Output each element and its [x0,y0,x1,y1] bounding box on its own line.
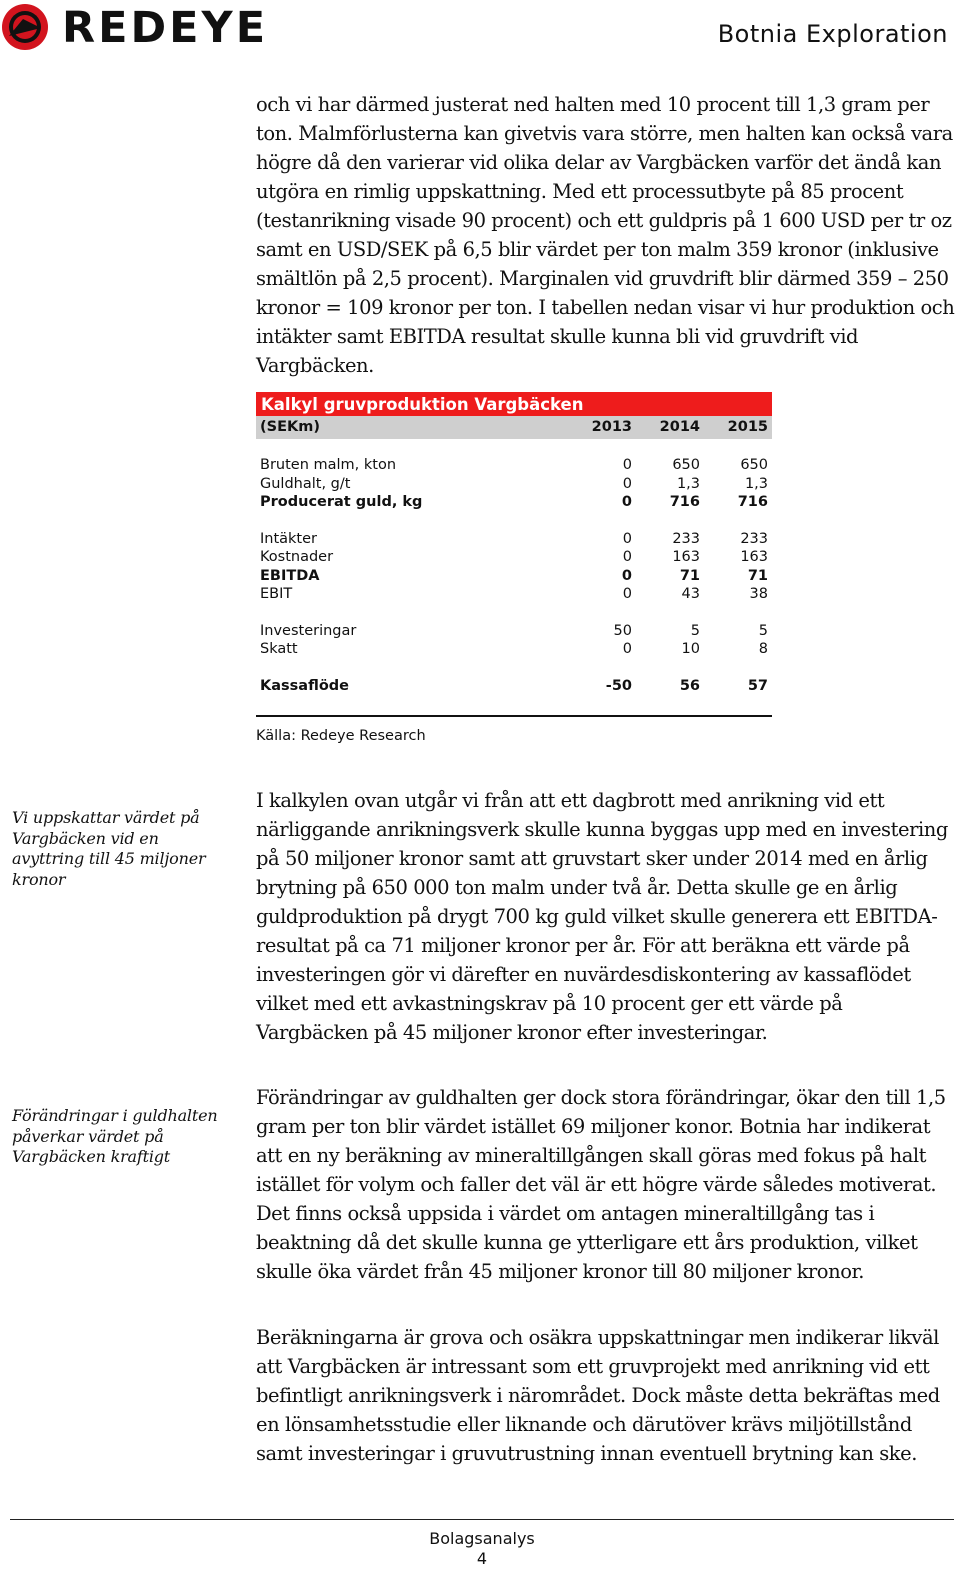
body-paragraph-1: och vi har därmed justerat ned halten med 10 procent till 1,3 gram per ton. Malmförlusterna kan givetvis vara större, men halten kan också vara högre då den varierar vid olika delar av Vargbäcken varför det ändå kan utgöra en rimlig uppskattning. Med ett processutbyte på 85 procent (testanrikning visade 90 procent) och ett guldpris på 1 600 USD per tr oz samt en USD/SEK på 6,5 blir värdet per ton malm 359 kronor (inklusive smältlön på 2,5 procent). Marginalen vid gruvdrift blir därmed 359 – 250 kronor = 109 kronor per ton. I tabellen nedan visar vi hur produktion och intäkter samt EBITDA resultat skulle kunna bli vid gruvdrift vid Vargbäcken. [256,93,955,377]
row-label: Kostnader [260,549,334,565]
table-spacer [256,512,772,530]
row-label: Guldhalt, g/t [260,475,351,492]
redeye-eye-icon [0,2,50,52]
row-value: 5 [758,622,768,639]
row-value: 163 [740,549,768,565]
table-row [256,493,772,512]
page-header [0,0,960,60]
row-value: 163 [672,549,700,565]
table-header-row [256,416,772,439]
table-row [256,530,772,549]
table-body [256,439,772,695]
table-row [256,475,772,494]
brand-name: REDEYE [62,3,269,53]
table-row [256,622,772,641]
table-row [256,585,772,604]
row-value: 57 [747,677,768,694]
row-value: 0 [622,641,632,657]
row-value: 1,3 [676,475,700,492]
row-value: 71 [747,567,768,584]
row-value: 43 [681,586,700,602]
row-value: 50 [613,622,632,639]
row-value: 0 [622,530,632,547]
table-spacer [256,604,772,622]
row-value: 233 [672,530,700,547]
table-header-year: 2014 [659,419,700,435]
row-value: 5 [690,622,700,639]
row-value: -50 [605,677,632,694]
row-value: 71 [679,567,700,584]
table-row [256,640,772,659]
page-number: 4 [476,1549,488,1568]
row-value: 650 [672,457,700,473]
row-value: 0 [621,494,632,510]
row-value: 0 [622,549,632,565]
row-value: 0 [622,475,632,492]
table-header-year: 2015 [727,419,768,435]
table-row [256,567,772,586]
redeye-logo [0,2,300,54]
row-value: 1,3 [744,475,768,492]
table-title: Kalkyl gruvproduktion Vargbäcken [256,392,772,416]
row-value: 38 [749,586,768,602]
body-paragraph-2: I kalkylen ovan utgår vi från att ett dagbrott med anrikning vid ett närliggande anrikningsverk skulle kunna byggas upp med en investering på 50 miljoner kronor samt att gruvstart sker under 2014 med en årlig brytning på 650 000 ton malm under två år. Detta skulle ge en årlig guldproduktion på drygt 700 kg guld vilket skulle generera ett EBITDA-resultat på ca 71 miljoner kronor per år. För att beräkna ett värde på investeringen gör vi därefter en nuvärdesdiskontering av kassaflödet vilket med ett avkastningskrav på 10 procent ger ett värde på Vargbäcken på 45 miljoner kronor efter investeringar. [256,789,948,1044]
row-label: Bruten malm, kton [260,457,397,473]
row-value: 10 [681,641,700,657]
row-label: Producerat guld, kg [260,494,423,510]
table-header-year: 2013 [591,419,632,435]
table-header-unit: (SEKm) [260,419,320,435]
table-spacer [256,439,772,456]
row-label: EBITDA [260,567,320,584]
row-value: 0 [621,567,632,584]
margin-note-2: Förändringar i guldhalten påverkar värdet på Vargbäcken kraftigt [12,1106,218,1166]
company-name: Botnia Exploration [717,20,948,48]
calculation-table [256,392,772,695]
row-value: 650 [740,457,768,473]
table-row [256,677,772,696]
table-source: Källa: Redeye Research [256,728,426,744]
table-bottom-rule [256,715,772,717]
row-label: Kassaflöde [260,677,349,694]
table-row [256,456,772,475]
footer-rule [10,1519,954,1520]
row-value: 8 [758,641,768,657]
row-value: 716 [669,494,700,510]
margin-note-1: Vi uppskattar värdet på Vargbäcken vid en avyttring till 45 miljoner kronor [12,808,206,889]
row-label: EBIT [260,586,293,602]
row-value: 56 [679,677,700,694]
row-label: Investeringar [260,622,357,639]
footer-label: Bolagsanalys [429,1529,535,1548]
row-value: 233 [740,530,768,547]
body-paragraph-3: Förändringar av guldhalten ger dock stora förändringar, ökar den till 1,5 gram per ton blir värdet istället 69 miljoner konor. Botnia har indikerat att en ny beräkning av mineraltillgången skall göras med fokus på halt istället för volym och faller det väl är ett högre värde således motiverat. Det finns också uppsida i värdet om antagen mineraltillgång tas i beaktning då det skulle kunna ge ytterligare ett års produktion, vilket skulle öka värdet från 45 miljoner kronor till 80 miljoner kronor. [256,1086,946,1283]
table-spacer [256,659,772,677]
row-value: 0 [622,586,632,602]
row-value: 716 [737,494,768,510]
row-label: Intäkter [260,530,318,547]
table-row [256,548,772,567]
row-value: 0 [622,457,632,473]
row-label: Skatt [260,641,298,657]
body-paragraph-4: Beräkningarna är grova och osäkra uppskattningar men indikerar likväl att Vargbäcken är intressant som ett gruvprojekt med anrikning vid ett befintligt anrikningsverk i närområdet. Dock måste detta bekräftas med en lönsamhetsstudie eller liknande och därutöver krävs miljötillstånd samt investeringar i gruvutrustning innan eventuell brytning kan ske. [256,1326,940,1465]
